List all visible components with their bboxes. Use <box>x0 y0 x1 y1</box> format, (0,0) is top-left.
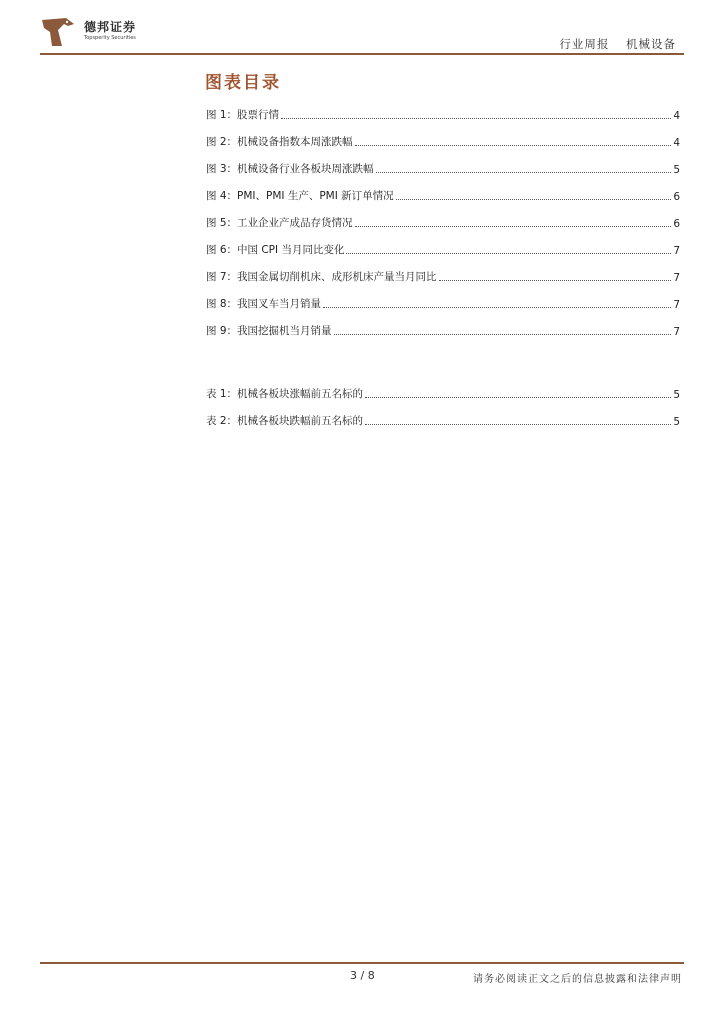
toc-entry-page: 7 <box>673 272 680 284</box>
toc-entry-label: 图 9：我国挖掘机当月销量 <box>206 325 332 337</box>
toc-entry-label: 图 1：股票行情 <box>206 109 280 121</box>
toc-entry-label: 表 1：机械各板块涨幅前五名标的 <box>206 388 364 400</box>
toc-entry[interactable] <box>206 322 680 338</box>
toc-entry-page: 5 <box>673 389 680 401</box>
toc-entry-page: 4 <box>673 110 680 122</box>
toc-entry[interactable] <box>206 187 680 203</box>
toc-entry[interactable] <box>206 133 680 149</box>
toc-entry[interactable] <box>206 241 680 257</box>
logo-emblem-icon <box>40 16 80 48</box>
header-info <box>559 36 676 52</box>
toc-entry-label: 图 3：机械设备行业各板块周涨跌幅 <box>206 163 374 175</box>
toc-entry-page: 6 <box>673 218 680 230</box>
toc-entry[interactable] <box>206 214 680 230</box>
footer-divider <box>40 962 684 964</box>
disclaimer-note: 请务必阅读正文之后的信息披露和法律声明 <box>473 974 682 985</box>
toc-entry-label: 表 2：机械各板块跌幅前五名标的 <box>206 415 364 427</box>
toc-entry[interactable] <box>206 160 680 176</box>
toc-title: 图表目录 <box>205 73 281 93</box>
dot-leader <box>355 144 672 146</box>
sector-name: 机械设备 <box>626 37 676 51</box>
dot-leader <box>365 396 671 398</box>
toc-entry-label: 图 8：我国叉车当月销量 <box>206 298 322 310</box>
toc-entry-label: 图 5：工业企业产成品存货情况 <box>206 217 353 229</box>
toc-entry-label: 图 2：机械设备指数本周涨跌幅 <box>206 136 353 148</box>
toc-entry-page: 7 <box>673 245 680 257</box>
dot-leader <box>323 306 671 308</box>
dot-leader <box>281 117 671 119</box>
dot-leader <box>376 171 672 173</box>
dot-leader <box>334 333 672 335</box>
header-divider <box>40 53 684 55</box>
report-type: 行业周报 <box>559 37 610 51</box>
dot-leader <box>439 279 672 281</box>
toc-entry-page: 7 <box>673 326 680 338</box>
toc-entry-page: 4 <box>673 137 680 149</box>
toc-entry-page: 6 <box>673 191 680 203</box>
toc-entry[interactable] <box>206 295 680 311</box>
dot-leader <box>346 252 671 254</box>
toc-entry[interactable] <box>206 106 680 122</box>
logo-english-name: Topsperity Securities <box>84 35 136 41</box>
toc-entry-label: 图 4：PMI、PMI 生产、PMI 新订单情况 <box>206 190 394 202</box>
toc-entry-page: 5 <box>673 164 680 176</box>
dot-leader <box>355 225 672 227</box>
logo-chinese-name: 德邦证券 <box>84 20 137 34</box>
toc-entry-label: 图 6：中国 CPI 当月同比变化 <box>206 244 345 256</box>
toc-entry-page: 7 <box>673 299 680 311</box>
company-logo <box>40 16 150 50</box>
dot-leader <box>396 198 672 200</box>
page-number: 3 / 8 <box>350 969 375 982</box>
toc-entry-page: 5 <box>673 416 680 428</box>
toc-entry[interactable] <box>206 268 680 284</box>
toc-entry-label: 图 7：我国金属切削机床、成形机床产量当月同比 <box>206 271 437 283</box>
toc-entry[interactable] <box>206 412 680 428</box>
toc-entry[interactable] <box>206 385 680 401</box>
dot-leader <box>365 423 671 425</box>
